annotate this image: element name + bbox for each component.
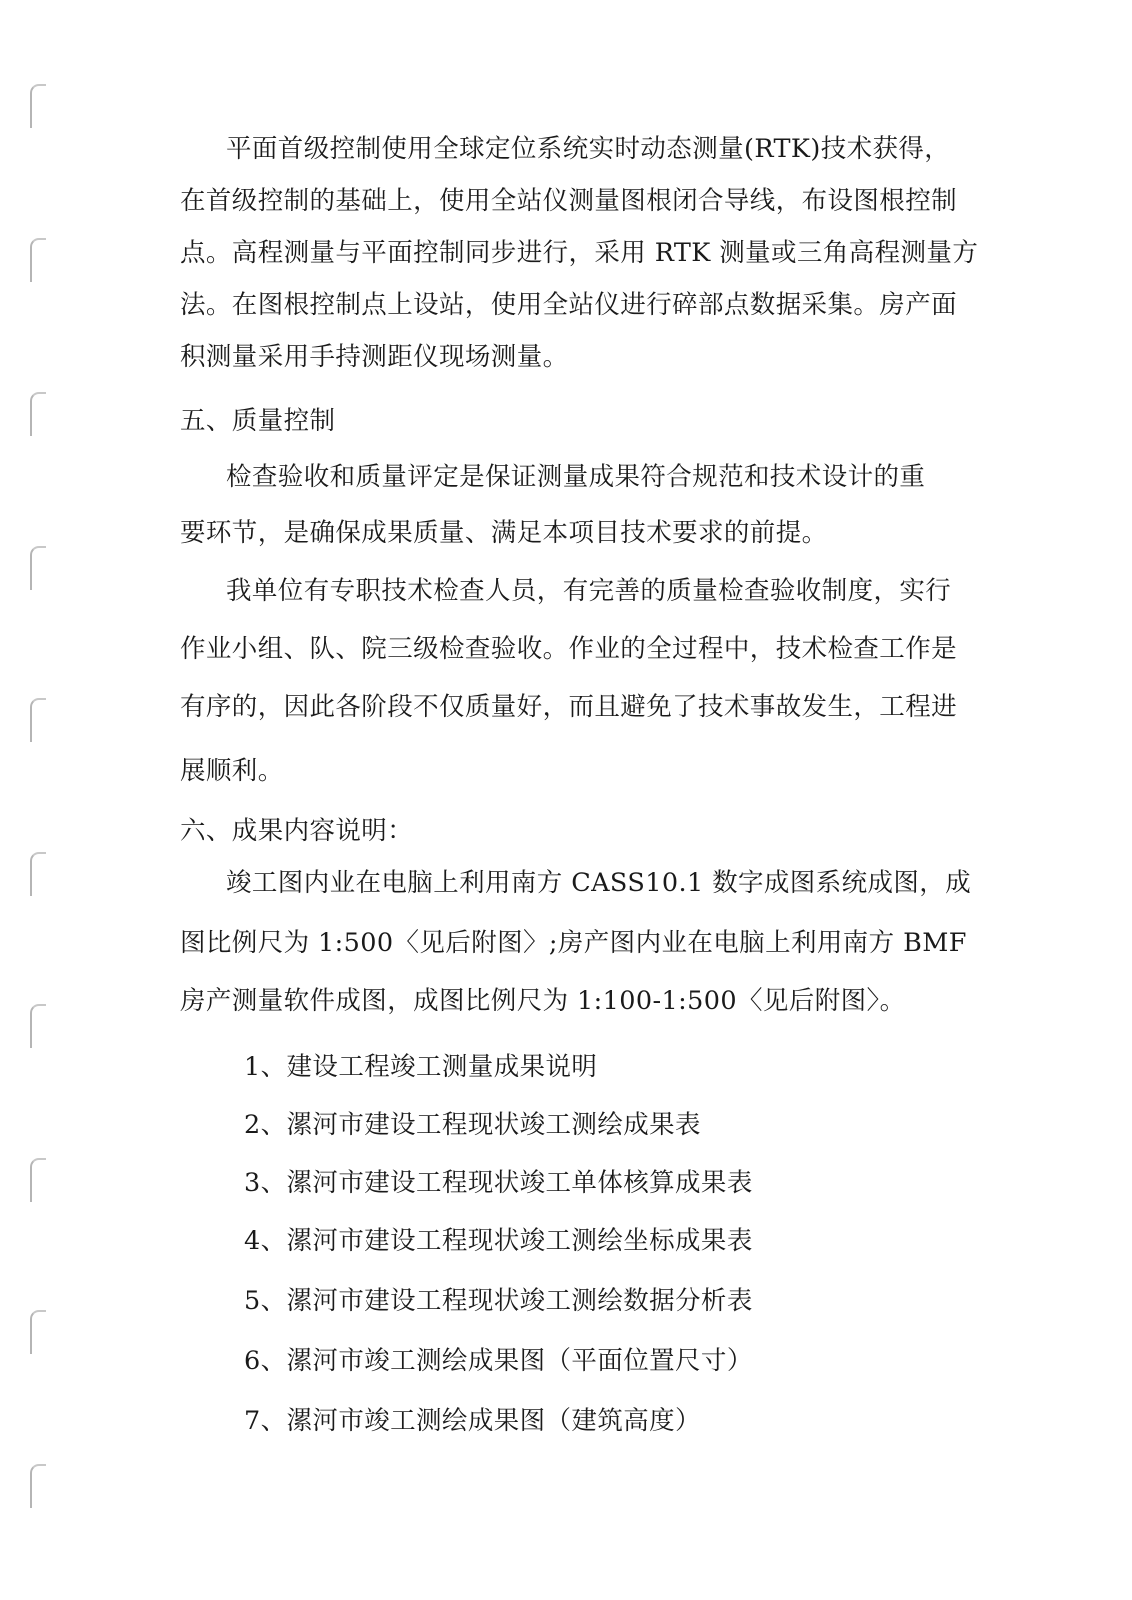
quality-paragraph-line: 展顺利。 <box>180 756 284 786</box>
quality-paragraph-line: 有序的，因此各阶段不仅质量好，而且避免了技术事故发生，工程进 <box>180 692 958 722</box>
binding-mark <box>30 1158 46 1202</box>
binding-mark <box>30 852 46 896</box>
results-list-item: 6、漯河市竣工测绘成果图（平面位置尺寸） <box>244 1346 753 1376</box>
method-paragraph-line: 积测量采用手持测距仪现场测量。 <box>180 342 569 372</box>
binding-mark <box>30 392 46 436</box>
method-paragraph-line: 平面首级控制使用全球定位系统实时动态测量(RTK)技术获得， <box>226 134 951 164</box>
results-list-item: 2、漯河市建设工程现状竣工测绘成果表 <box>244 1110 701 1140</box>
method-paragraph-line: 在首级控制的基础上，使用全站仪测量图根闭合导线，布设图根控制 <box>180 186 958 216</box>
quality-paragraph-line: 检查验收和质量评定是保证测量成果符合规范和技术设计的重 <box>226 462 926 492</box>
quality-paragraph-line: 作业小组、队、院三级检查验收。作业的全过程中，技术检查工作是 <box>180 634 958 664</box>
results-heading: 六、成果内容说明： <box>180 816 414 846</box>
results-list-item: 7、漯河市竣工测绘成果图（建筑高度） <box>244 1406 701 1436</box>
results-list-item: 5、漯河市建设工程现状竣工测绘数据分析表 <box>244 1286 753 1316</box>
binding-mark <box>30 238 46 282</box>
results-paragraph-line: 竣工图内业在电脑上利用南方 CASS10.1 数字成图系统成图，成 <box>226 868 972 898</box>
binding-mark <box>30 1004 46 1048</box>
binding-mark <box>30 546 46 590</box>
results-list-item: 1、建设工程竣工测量成果说明 <box>244 1052 598 1082</box>
quality-paragraph-line: 要环节，是确保成果质量、满足本项目技术要求的前提。 <box>180 518 828 548</box>
results-list-item: 3、漯河市建设工程现状竣工单体核算成果表 <box>244 1168 753 1198</box>
binding-mark <box>30 1464 46 1508</box>
results-list-item: 4、漯河市建设工程现状竣工测绘坐标成果表 <box>244 1226 753 1256</box>
binding-mark <box>30 1310 46 1354</box>
quality-control-heading: 五、质量控制 <box>180 406 336 436</box>
method-paragraph-line: 点。高程测量与平面控制同步进行，采用 RTK 测量或三角高程测量方 <box>180 238 979 268</box>
binding-mark <box>30 84 46 128</box>
results-paragraph-line: 图比例尺为 1:500〈见后附图〉;房产图内业在电脑上利用南方 BMF <box>180 928 967 958</box>
method-paragraph-line: 法。在图根控制点上设站，使用全站仪进行碎部点数据采集。房产面 <box>180 290 958 320</box>
results-paragraph-line: 房产测量软件成图，成图比例尺为 1:100-1:500〈见后附图〉。 <box>180 986 906 1016</box>
binding-mark <box>30 698 46 742</box>
quality-paragraph-line: 我单位有专职技术检查人员，有完善的质量检查验收制度，实行 <box>226 576 952 606</box>
